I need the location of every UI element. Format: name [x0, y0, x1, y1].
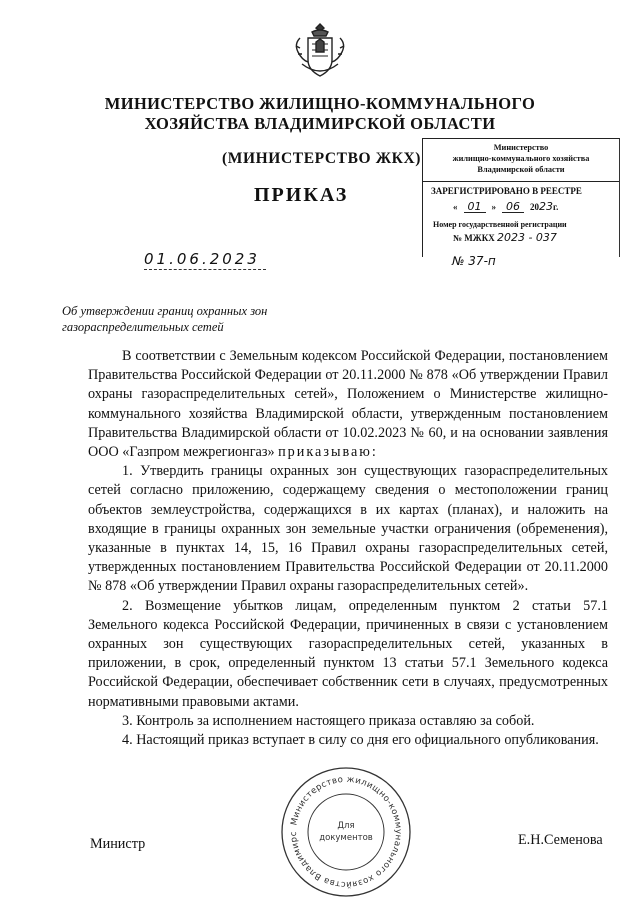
stamp-registration-date: « 01 » 06 2023г. — [453, 200, 559, 213]
seal-center-line2: документов — [319, 833, 373, 843]
registry-stamp — [422, 138, 620, 257]
stamp-ministry-line3: Владимирской области — [477, 165, 565, 174]
order-body — [88, 347, 608, 750]
stamp-ministry — [423, 139, 619, 175]
item-2: 2. Возмещение убытков лицам, определенным пунктом 2 статьи 57.1 Земельного кодекса Российской Федерации, причиненных в связи с установлением охранных зон существующих газораспределительных сетей, указанных в приложении, в срок, определенный пунктом 13 статьи 57.1 Земельного кодекса Российской Федерации, обеспечивает собственник сети в случаях, предусмотренных нормативными правовыми актами. — [88, 597, 608, 710]
stamp-reg-year-prefix: 20 — [530, 202, 539, 212]
stamp-reg-number-label: Номер государственной регистрации — [433, 220, 567, 229]
preamble-text: В соответствии с Земельным кодексом Российской Федерации, постановлением Правительства Российской Федерации от 20.11.2000 № 878 «Об утверждении Правил охраны газораспределительных сетей», Положением о Министерстве жилищно-коммунального хозяйства Владимирской области, утвержденным постановлением Правительства Владимирской области от 10.02.2023 № 60, и на основании заявления ООО «Газпром межрегионгаз» — [88, 348, 608, 461]
signature-name: Е.Н.Семенова — [518, 832, 603, 848]
preamble-keyword: приказываю: — [278, 444, 378, 461]
stamp-reg-year-suffix: 23 — [539, 200, 553, 213]
signature-position: Министр — [90, 836, 146, 852]
order-title: ПРИКАЗ — [254, 184, 349, 206]
ministry-name — [60, 94, 580, 134]
seal-ring-text: Министерство жилищно-коммунального хозяйства Владимирс — [288, 774, 404, 890]
order-subject-line2: газораспределительных сетей — [62, 320, 224, 334]
order-number: № 37-п — [452, 254, 496, 268]
order-subject — [62, 303, 362, 335]
stamp-reg-number-prefix: № МЖКХ — [453, 233, 495, 243]
official-seal — [278, 764, 414, 900]
stamp-reg-number-value: 2023 - 037 — [496, 231, 557, 244]
stamp-reg-year-unit: г. — [553, 202, 559, 212]
item-3: 3. Контроль за исполнением настоящего приказа оставляю за собой. — [122, 712, 535, 729]
seal-center-line1: Для — [337, 821, 355, 831]
stamp-reg-number — [423, 230, 619, 244]
preamble-paragraph — [88, 347, 608, 462]
order-date: 01.06.2023 — [144, 250, 266, 270]
item-4: 4. Настоящий приказ вступает в силу со дня его официального опубликования. — [122, 732, 599, 749]
coat-of-arms-emblem — [292, 20, 348, 82]
ministry-name-line1: МИНИСТЕРСТВО ЖИЛИЩНО-КОММУНАЛЬНОГО — [104, 94, 536, 113]
ministry-short-name: (МИНИСТЕРСТВО ЖКХ) — [222, 150, 422, 167]
stamp-reg-day: 01 — [464, 201, 486, 213]
stamp-ministry-line2: жилищно-коммунального хозяйства — [452, 154, 590, 163]
order-subject-line1: Об утверждении границ охранных зон — [62, 304, 268, 318]
stamp-ministry-line1: Министерство — [493, 143, 549, 152]
item-1: 1. Утвердить границы охранных зон существующих газораспределительных сетей согласно приложению, содержащему сведения о местоположении границ объектов землеустройства, содержащихся в их картах (планах), и наложить на входящие в границы охранных зон земельные участки ограничения (обременения), указанные в пунктах 14, 15, 16 Правил охраны газораспределительных сетей, утвержденных постановлением Правительства Российской Федерации от 20.11.2000 № 878 «Об утверждении Правил охраны газораспределительных сетей». — [88, 463, 608, 595]
ministry-name-line2: ХОЗЯЙСТВА ВЛАДИМИРСКОЙ ОБЛАСТИ — [144, 114, 496, 133]
stamp-reg-month: 06 — [502, 201, 524, 213]
stamp-registered-label: ЗАРЕГИСТРИРОВАНО В РЕЕСТРЕ — [431, 186, 582, 196]
